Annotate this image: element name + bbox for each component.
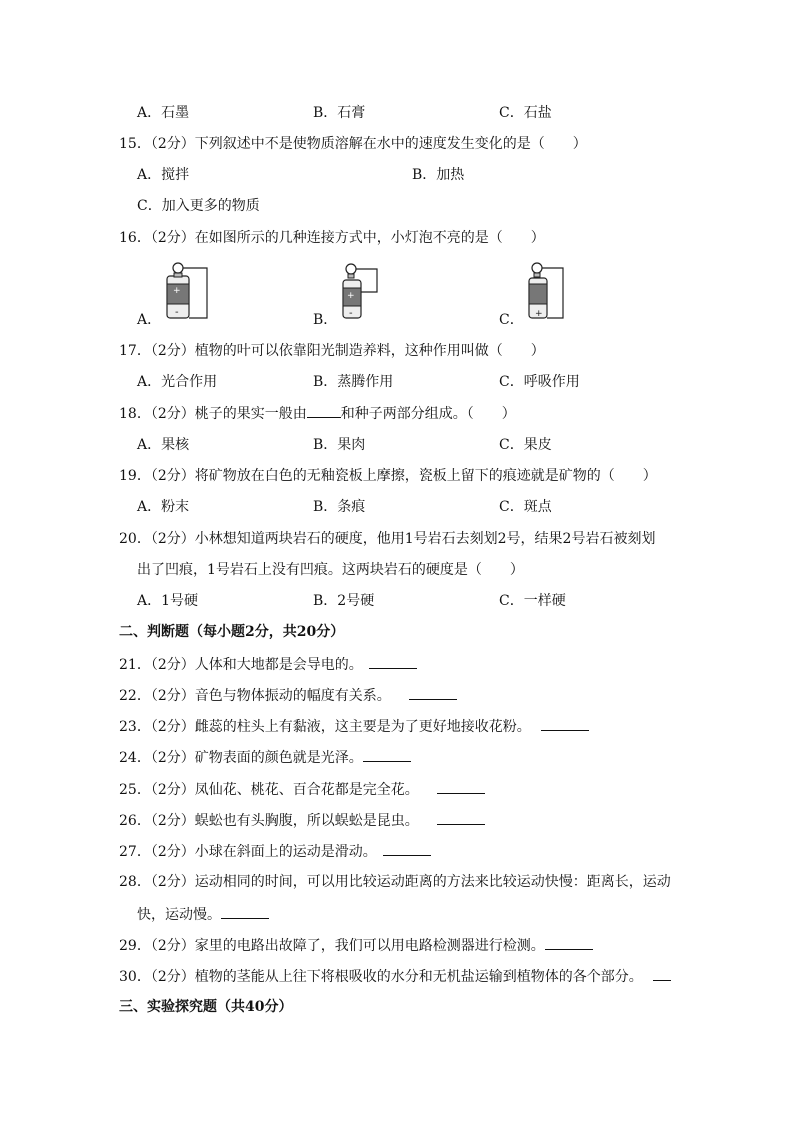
q16-option-b [313,262,403,326]
judgment-26-blank [437,810,485,825]
q19-option-a: A．粉末 [137,499,190,515]
judgment-23 [119,716,589,736]
circuit-b-icon [339,262,391,322]
q19-option-c: C．斑点 [499,499,552,515]
judgment-29 [119,935,593,955]
judgment-21-text: 21．（2分）人体和大地都是会导电的。 [119,657,363,673]
q20-option-a: A．1号硬 [137,593,199,609]
q17-option-a: A．光合作用 [137,374,218,390]
q18-option-c: C．果皮 [499,437,552,453]
judgment-24-text: 24．（2分）矿物表面的颜色就是光泽。 [119,750,363,766]
judgment-26 [119,810,485,830]
circuit-a-icon [163,262,215,322]
q15-option-c: C．加入更多的物质 [137,198,260,214]
judgment-30 [119,966,671,986]
circuit-a-minus: - [175,307,179,318]
circuit-b-plus: + [347,291,355,301]
q18-option-b: B．果肉 [313,437,366,453]
section-2-title: 二、判断题（每小题2分，共20分） [119,624,345,640]
q14-option-a: A．石墨 [137,105,190,121]
q15-option-a: A．搅拌 [137,167,190,183]
q14-option-b: B．石膏 [313,105,366,121]
judgment-27-blank [383,841,431,856]
judgment-22-blank [409,685,457,700]
circuit-c-icon [525,262,577,322]
q18-stem-after: 和种子两部分组成。（ ） [340,406,516,422]
judgment-25 [119,779,485,799]
judgment-21 [119,654,417,674]
judgment-23-text: 23．（2分）雌蕊的柱头上有黏液，这主要是为了更好地接收花粉。 [119,719,531,735]
judgment-30-blank [653,966,671,981]
q16-option-a [137,262,227,326]
judgment-25-text: 25．（2分）凤仙花、桃花、百合花都是完全花。 [119,782,419,798]
judgment-29-blank [545,935,593,950]
circuit-b-minus: - [349,308,353,319]
q17-option-b: B．蒸腾作用 [313,374,394,390]
q16-option-c-label: C． [499,312,524,328]
judgment-26-text: 26．（2分）蜈蚣也有头胸腹，所以蜈蚣是昆虫。 [119,813,419,829]
judgment-30-text: 30．（2分）植物的茎能从上往下将根吸收的水分和无机盐运输到植物体的各个部分。 [119,969,643,985]
q20-stem-line1: 20．（2分）小林想知道两块岩石的硬度，他用1号岩石去刻划2号，结果2号岩石被刻划 [119,531,656,547]
judgment-24-blank [363,747,411,762]
circuit-c-plus: + [535,309,543,319]
q19-stem: 19．（2分）将矿物放在白色的无釉瓷板上摩擦，瓷板上留下的痕迹就是矿物的（ ） [119,468,657,484]
q18-stem [119,403,516,423]
judgment-21-blank [369,654,417,669]
q14-option-c: C．石盐 [499,105,552,121]
q20-option-b: B．2号硬 [313,593,375,609]
circuit-a-plus: + [173,286,181,296]
judgment-25-blank [437,779,485,794]
q18-blank [307,403,341,418]
q16-option-c [499,262,589,326]
judgment-29-text: 29．（2分）家里的电路出故障了，我们可以用电路检测器进行检测。 [119,938,545,954]
judgment-22 [119,685,457,705]
judgment-23-blank [541,716,589,731]
judgment-27 [119,841,431,861]
q28-line1: 28．（2分）运动相同的时间，可以用比较运动距离的方法来比较运动快慢：距离长，运动 [119,874,671,890]
q16-option-a-label: A． [137,312,162,328]
judgment-27-text: 27．（2分）小球在斜面上的运动是滑动。 [119,844,377,860]
section-3-title: 三、实验探究题（共40分） [119,999,293,1015]
q16-option-b-label: B． [313,312,338,328]
q17-option-c: C．呼吸作用 [499,374,580,390]
q18-stem-before: 18．（2分）桃子的果实一般由 [119,406,307,422]
q28-blank [221,904,269,919]
q28-line2-text: 快，运动慢。 [137,907,221,923]
q20-option-c: C．一样硬 [499,593,566,609]
judgment-22-text: 22．（2分）音色与物体振动的幅度有关系。 [119,688,391,704]
judgment-24 [119,747,411,767]
q15-stem: 15．（2分）下列叙述中不是使物质溶解在水中的速度发生变化的是（ ） [119,136,587,152]
q28-line2 [137,904,269,924]
q15-option-b: B．加热 [412,167,465,183]
q17-stem: 17．（2分）植物的叶可以依靠阳光制造养料，这种作用叫做（ ） [119,343,545,359]
q18-option-a: A．果核 [137,437,190,453]
q19-option-b: B．条痕 [313,499,366,515]
q16-stem: 16．（2分）在如图所示的几种连接方式中，小灯泡不亮的是（ ） [119,230,545,246]
q20-stem-line2: 出了凹痕，1号岩石上没有凹痕。这两块岩石的硬度是（ ） [137,562,524,578]
